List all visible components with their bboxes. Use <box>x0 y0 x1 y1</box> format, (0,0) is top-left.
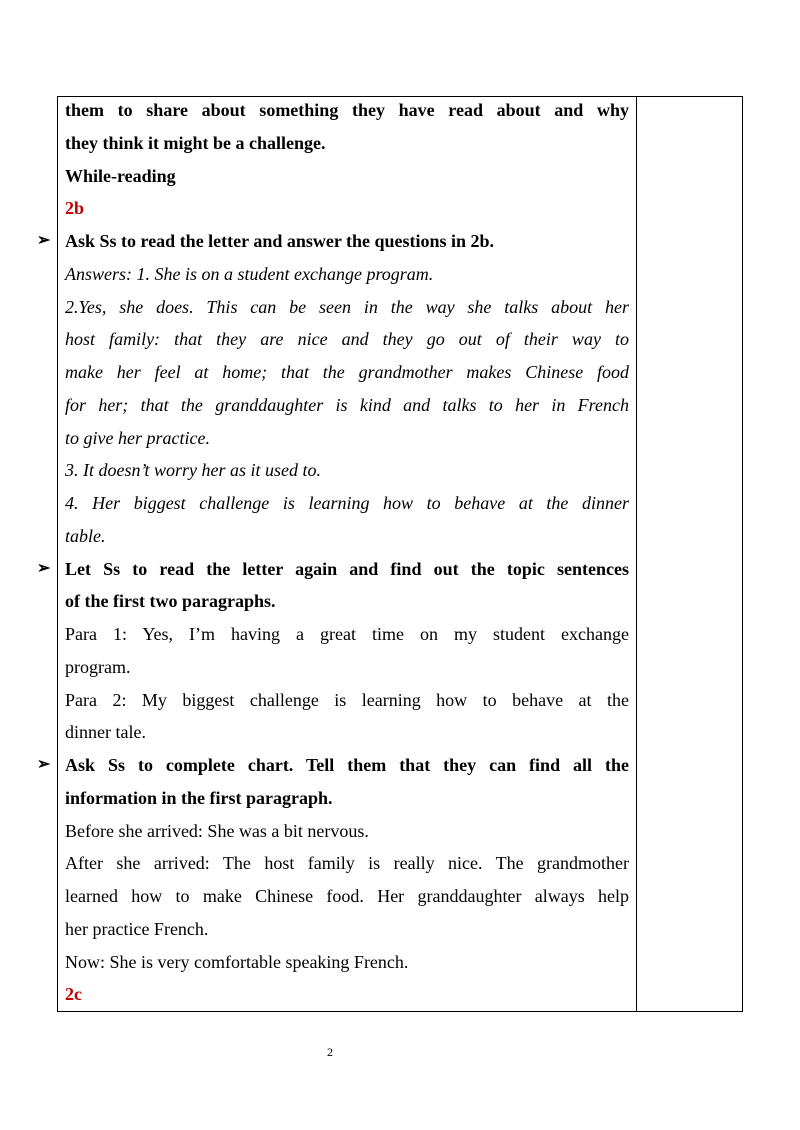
bullet-arrow-icon: ➢ <box>37 756 51 773</box>
content-line: 4. Her biggest challenge is learning how to behave at the dinner <box>65 493 629 513</box>
bullet-arrow-icon: ➢ <box>37 559 51 577</box>
column-divider <box>636 97 637 1011</box>
content-line: 2b <box>65 198 85 219</box>
content-line: information in the first paragraph. <box>65 787 333 808</box>
content-line: of the first two paragraphs. <box>65 591 276 612</box>
content-line: 3. It doesn’t worry her as it used to. <box>65 460 321 481</box>
content-line: Answers: 1. She is on a student exchange program. <box>65 263 434 284</box>
content-line: them to share about something they have read about and why <box>65 100 629 120</box>
bullet-arrow-icon: ➢ <box>37 232 51 249</box>
content-line: they think it might be a challenge. <box>65 132 326 153</box>
content-line: host family: that they are nice and they go out of their way to <box>65 329 629 350</box>
page-number: 2 <box>327 1045 333 1059</box>
content-line: Before she arrived: She was a bit nervous. <box>65 820 369 841</box>
content-line: program. <box>65 656 131 677</box>
content-line: for her; that the granddaughter is kind and talks to her in French <box>65 394 629 415</box>
content-line: to give her practice. <box>65 427 210 448</box>
content-line: her practice French. <box>65 918 209 939</box>
content-line: After she arrived: The host family is really nice. The grandmother <box>65 853 629 874</box>
content-line: learned how to make Chinese food. Her granddaughter always help <box>65 886 629 906</box>
content-line: Para 2: My biggest challenge is learning how to behave at the <box>65 689 629 710</box>
lesson-table <box>37 96 743 1012</box>
content-line: Now: She is very comfortable speaking French. <box>65 951 409 972</box>
content-line: Ask Ss to read the letter and answer the questions in 2b. <box>65 231 495 251</box>
content-line: 2.Yes, she does. This can be seen in the way she talks about her <box>65 296 629 317</box>
content-line: table. <box>65 525 106 546</box>
content-line: Para 1: Yes, I’m having a great time on my student exchange <box>65 624 629 644</box>
content-line: While-reading <box>65 165 176 186</box>
content-line: dinner tale. <box>65 722 146 743</box>
content-line: 2c <box>65 984 82 1005</box>
content-line: Let Ss to read the letter again and find out the topic sentences <box>65 558 629 579</box>
content-line: Ask Ss to complete chart. Tell them that they can find all the <box>65 755 629 775</box>
content-line: make her feel at home; that the grandmother makes Chinese food <box>65 362 629 382</box>
